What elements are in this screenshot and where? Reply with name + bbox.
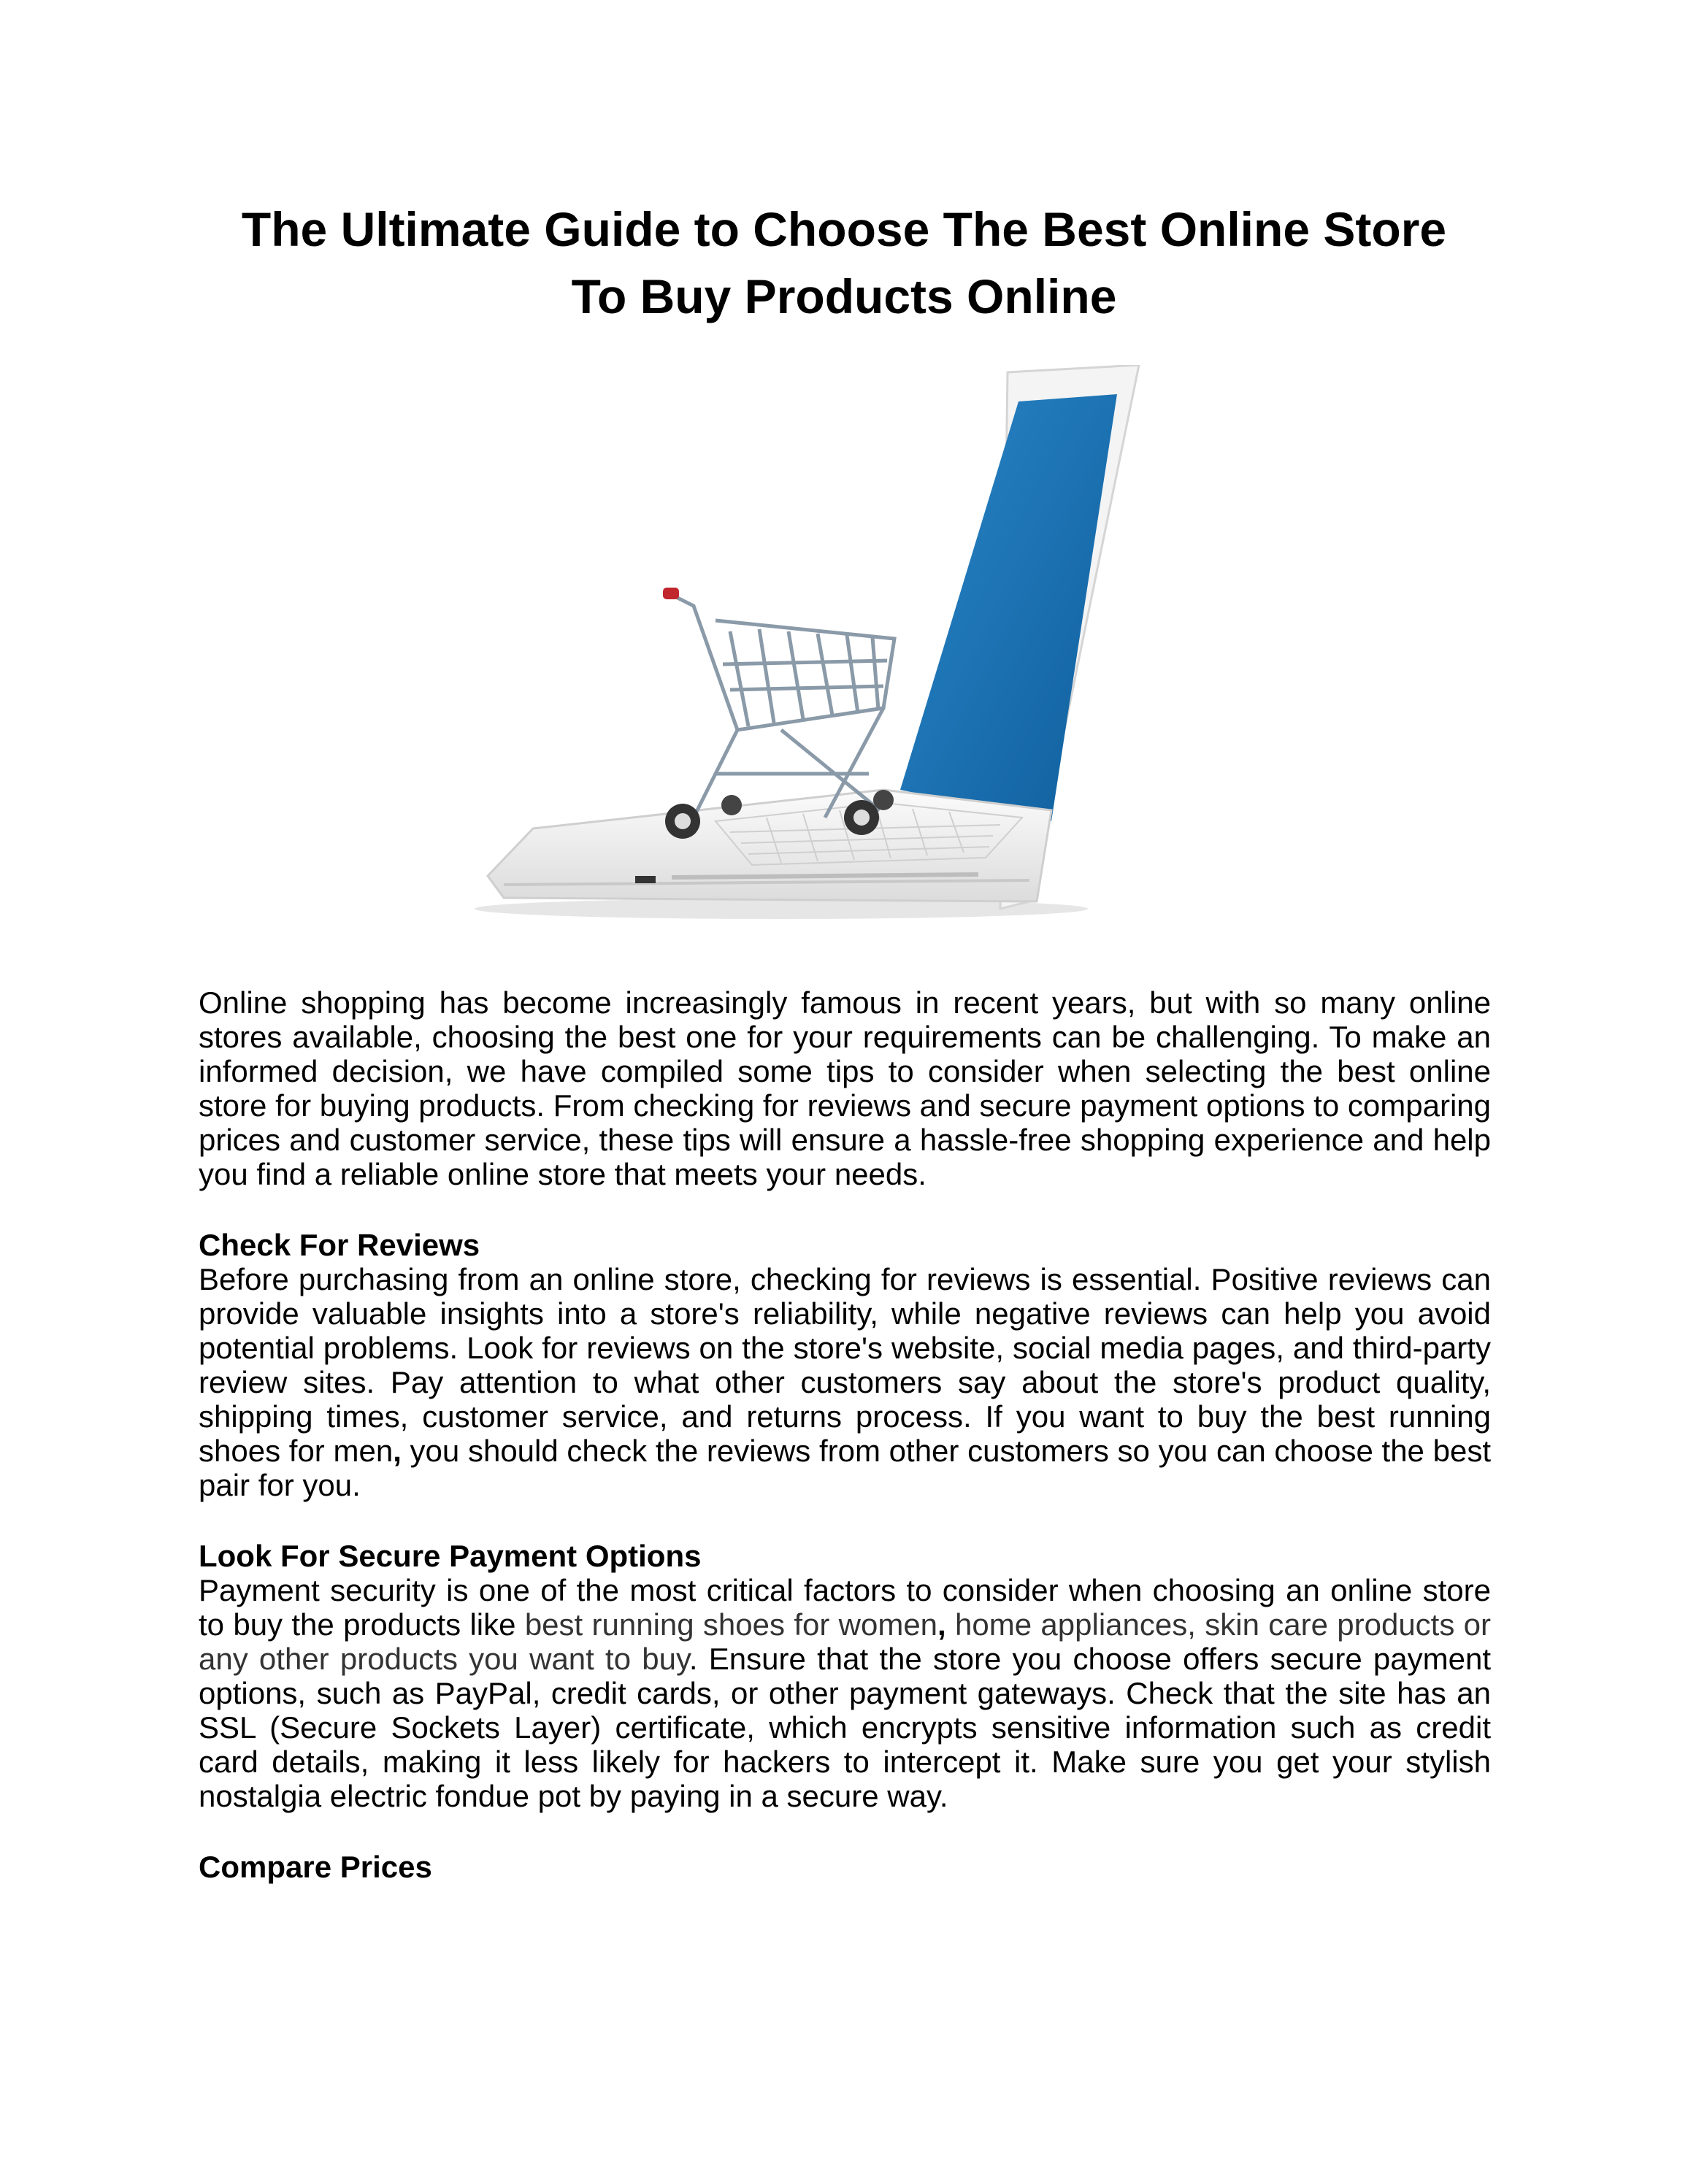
laptop-slot	[672, 874, 978, 877]
article-body	[199, 985, 1491, 1884]
reviews-text-1: Before purchasing from an online store, checking for reviews is essential. Positive reviews can provide valuable insights into a store's reliability, while negative reviews can help you avoid potential problems. Look for reviews on the store's website, social media pages, and third-party review sites. Pay attention to what other customers say about the store's product quality, shipping times, customer service, and returns process. If you want to buy the best running shoes for men	[199, 1262, 1491, 1468]
payment-space	[946, 1607, 955, 1642]
payment-text-intro: Payment security is one of the most critical factors to consider when choosing an online store to buy the products like	[199, 1573, 1491, 1642]
shopping-cart-icon	[672, 595, 894, 818]
link-other-products[interactable]: or any other products you want to buy	[199, 1607, 1492, 1676]
link-best-running-shoes-women[interactable]: best running shoes for women	[524, 1607, 938, 1642]
title-line-2: To Buy Products Online	[571, 269, 1117, 323]
intro-paragraph: Online shopping has become increasingly famous in recent years, but with so many online stores available, choosing the best one for your requirements can be challenging. To make an informed decision, we have compiled some tips to consider when selecting the best online store for buying products. From checking for reviews and secure payment options to comparing prices and customer service, these tips will ensure a hassle-free shopping experience and help you find a reliable online store that meets your needs.	[199, 985, 1491, 1191]
title-line-1: The Ultimate Guide to Choose The Best Online Store	[241, 202, 1447, 256]
section-body-reviews	[199, 1262, 1491, 1502]
reviews-bold-comma: ,	[393, 1434, 402, 1468]
section-body-payment	[199, 1573, 1491, 1813]
link-home-appliances[interactable]: home appliances	[955, 1607, 1188, 1642]
section-heading-compare-prices: Compare Prices	[199, 1850, 432, 1884]
payment-text-rest: . Ensure that the store you choose offers secure payment options, such as PayPal, credit cards, or other payment gateways. Check that the site has an SSL (Secure Sockets Layer) certificate, which encrypts sensitive information such as credit card details, making it less likely for hackers to intercept it. Make sure you get your stylish nostalgia electric fondue pot by paying in a secure way.	[199, 1642, 1491, 1813]
section-heading-reviews: Check For Reviews	[199, 1228, 480, 1262]
link-skin-care-products[interactable]: skin care products	[1205, 1607, 1455, 1642]
payment-bold-comma: ,	[937, 1607, 946, 1642]
laptop-port	[635, 876, 656, 883]
payment-separator: ,	[1187, 1607, 1205, 1642]
cart-handle	[663, 588, 679, 599]
section-heading-payment: Look For Secure Payment Options	[199, 1539, 702, 1573]
laptop-shopping-cart-icon	[475, 365, 1205, 934]
reviews-text-2: you should check the reviews from other customers so you can choose the best pair for you.	[199, 1434, 1491, 1502]
page-title	[183, 196, 1505, 330]
